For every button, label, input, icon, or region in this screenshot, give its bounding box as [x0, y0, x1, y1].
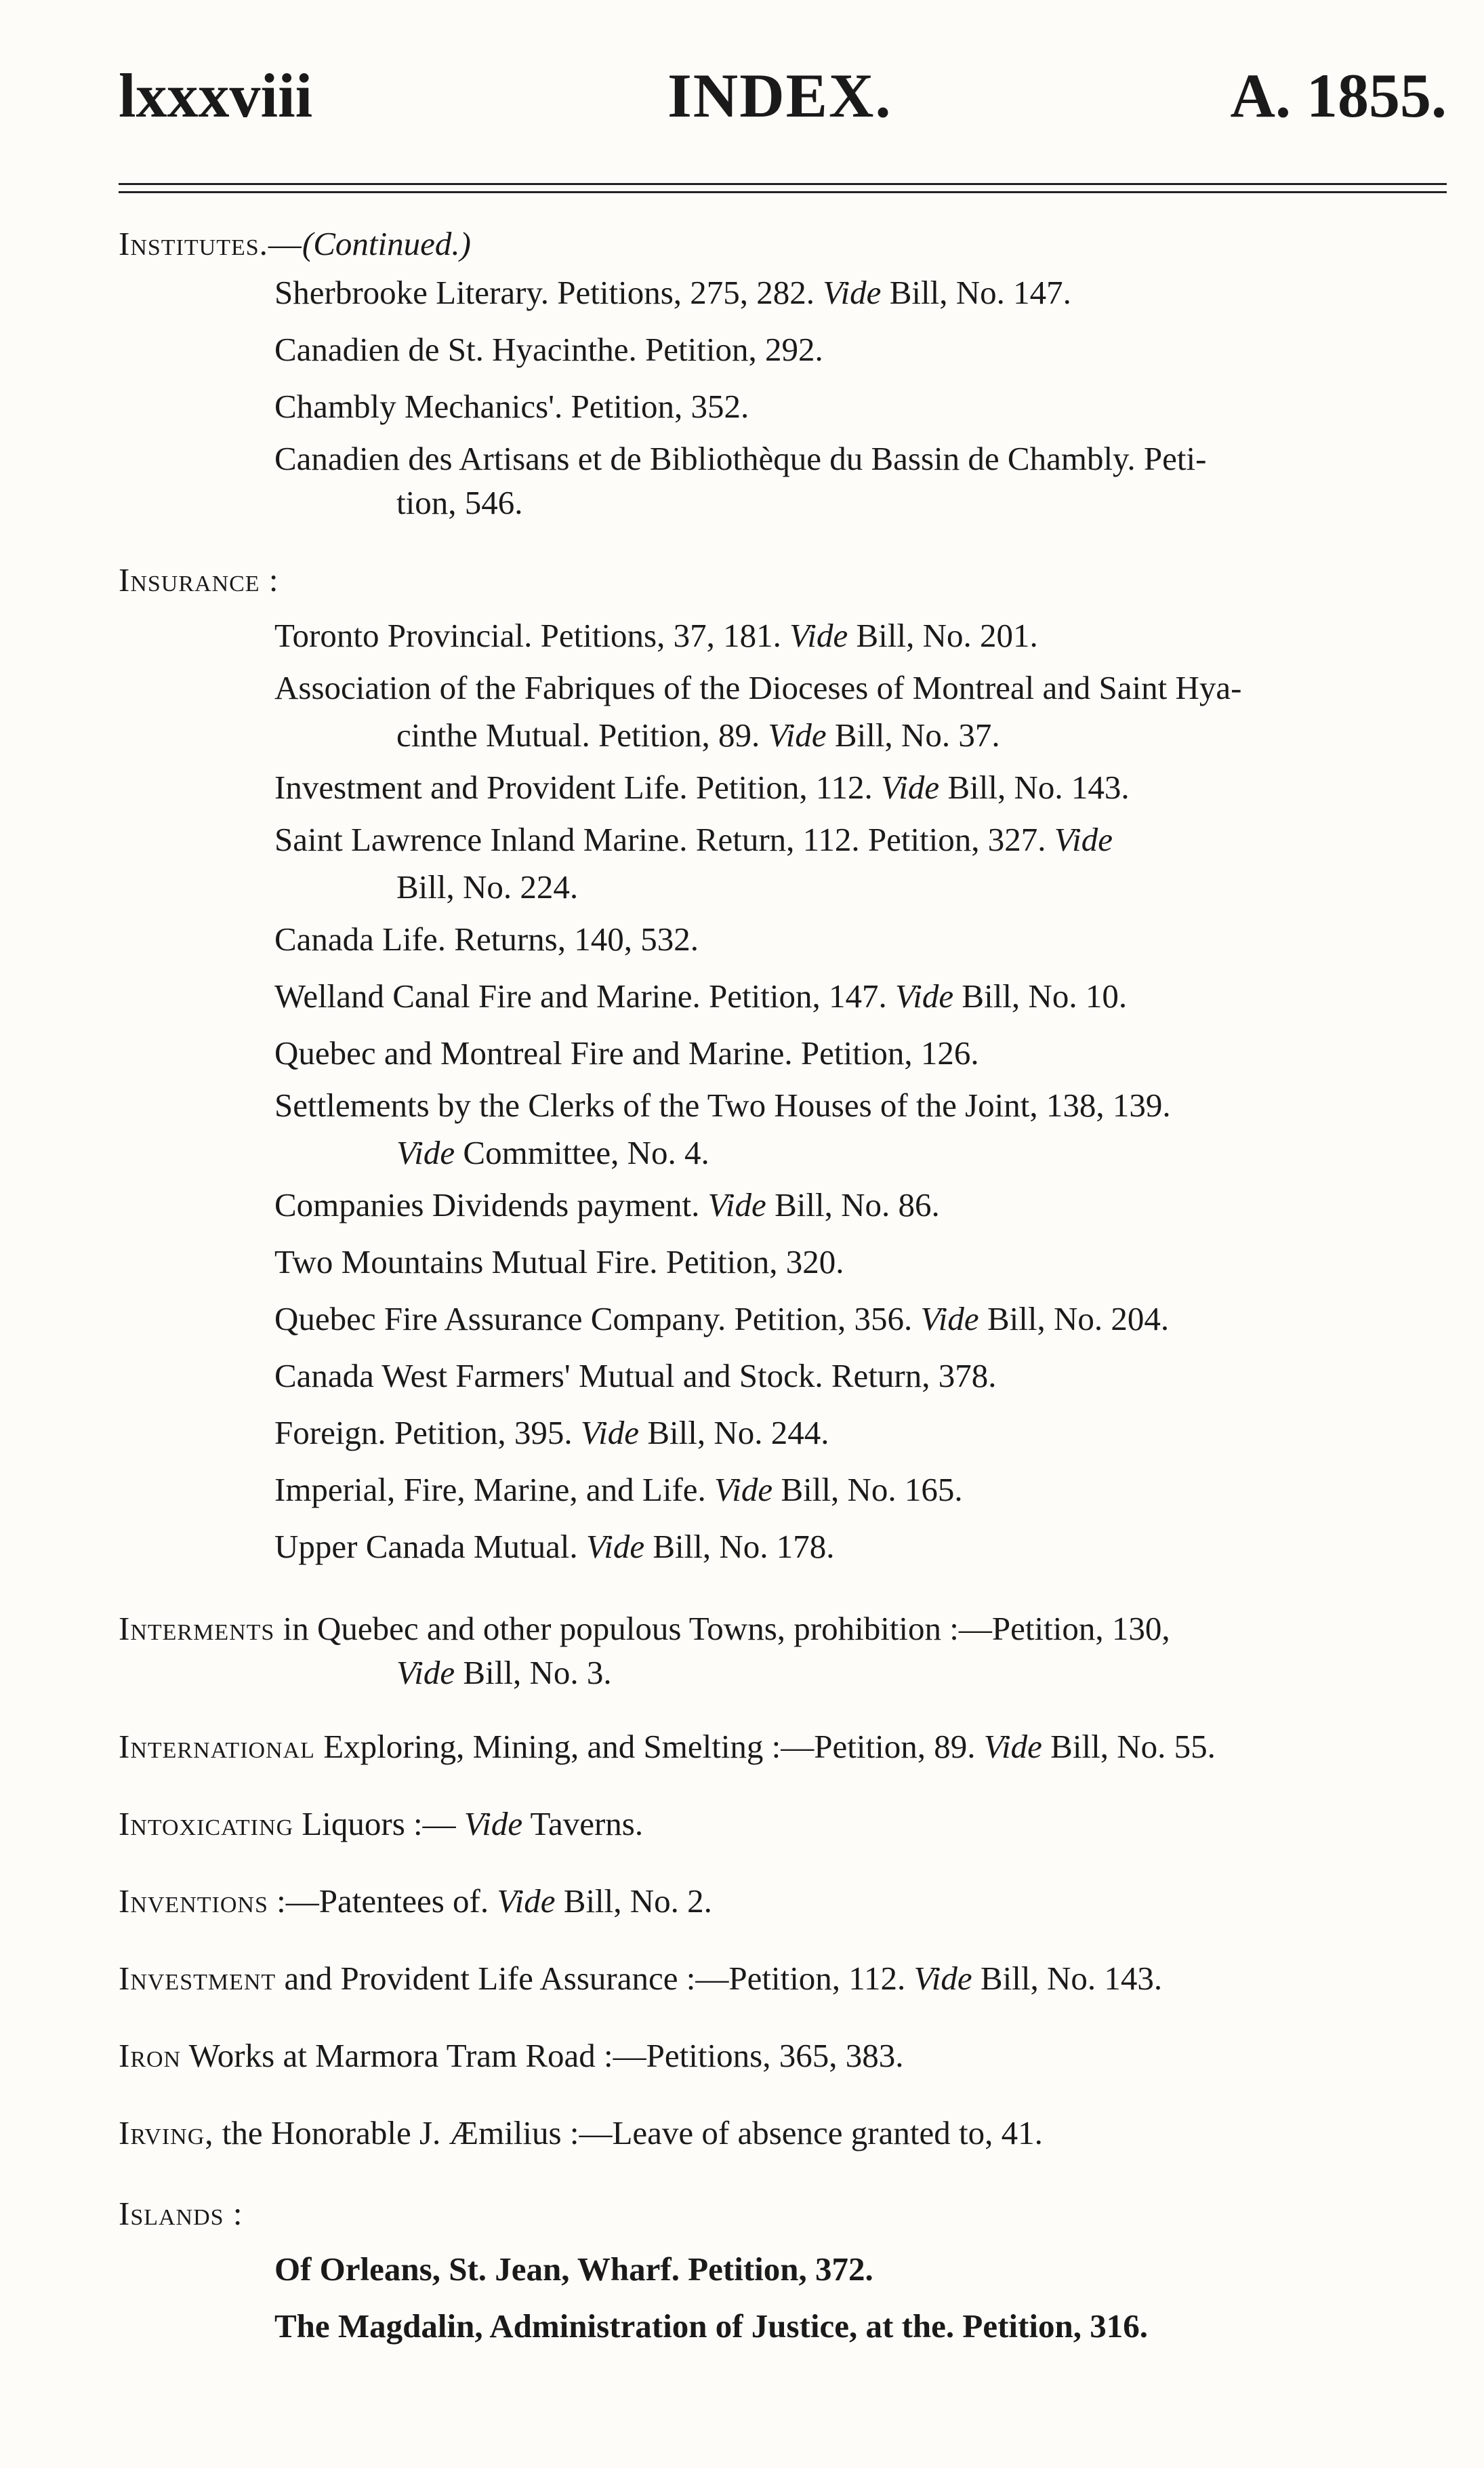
list-item-continuation: cinthe Mutual. Petition, 89. Vide Bill, No. 37.: [396, 716, 1000, 754]
list-item: Canada Life. Returns, 140, 532.: [274, 921, 699, 958]
page-header: [119, 0, 1447, 176]
list-item: Association of the Fabriques of the Dioceses of Montreal and Saint Hya-: [274, 669, 1242, 706]
list-item: Of Orleans, St. Jean, Wharf. Petition, 372.: [274, 2250, 873, 2288]
header-rule-bottom: [119, 191, 1447, 193]
continued-label: (Continued.): [302, 225, 471, 262]
list-item: Toronto Provincial. Petitions, 37, 181. Vide Bill, No. 201.: [274, 617, 1038, 654]
entry-institutes: [119, 224, 1447, 523]
list-item: Investment and Provident Life. Petition, 112. Vide Bill, No. 143.: [274, 769, 1130, 806]
list-item: Foreign. Petition, 395. Vide Bill, No. 244.: [274, 1414, 829, 1451]
list-item: Settlements by the Clerks of the Two Houses of the Joint, 138, 139.: [274, 1087, 1171, 1124]
list-item-continuation: Bill, No. 224.: [396, 868, 579, 906]
list-item: Chambly Mechanics'. Petition, 352.: [274, 388, 749, 425]
entry-line: Inventions :—Patentees of. Vide Bill, No. 2.: [119, 1882, 712, 1920]
entry-international: [119, 1723, 1447, 1771]
page-title: INDEX.: [667, 61, 892, 130]
list-item: Canadien de St. Hyacinthe. Petition, 292.: [274, 331, 823, 368]
entry-line: Intoxicating Liquors :— Vide Taverns.: [119, 1805, 644, 1842]
list-item: Imperial, Fire, Marine, and Life. Vide Bill, No. 165.: [274, 1471, 963, 1508]
list-item: Two Mountains Mutual Fire. Petition, 320.: [274, 1243, 844, 1280]
entry-heading: [119, 224, 1447, 264]
entry-investment: [119, 1955, 1447, 2002]
list-item-continuation: tion, 546.: [396, 484, 523, 521]
entry-line: Interments in Quebec and other populous Towns, prohibition :—Petition, 130,: [119, 1610, 1170, 1647]
list-item: Saint Lawrence Inland Marine. Return, 112. Petition, 327. Vide: [274, 821, 1113, 858]
index-entries: [119, 224, 1447, 2385]
list-item-continuation: Vide Committee, No. 4.: [396, 1134, 709, 1171]
list-item: Companies Dividends payment. Vide Bill, No. 86.: [274, 1186, 940, 1223]
entry-line: International Exploring, Mining, and Smelting :—Petition, 89. Vide Bill, No. 55.: [119, 1728, 1216, 1765]
header-rule-top: [119, 183, 1447, 185]
entry-interments: [119, 1605, 1447, 1693]
page-year: A. 1855.: [1230, 61, 1447, 130]
entry-iron: [119, 2032, 1447, 2080]
list-item: Quebec Fire Assurance Company. Petition, 356. Vide Bill, No. 204.: [274, 1300, 1170, 1337]
entry-heading: Islands :: [119, 2195, 243, 2232]
list-item: Canada West Farmers' Mutual and Stock. Return, 378.: [274, 1357, 997, 1394]
list-item: Welland Canal Fire and Marine. Petition, 147. Vide Bill, No. 10.: [274, 977, 1128, 1015]
entry-heading: Insurance :: [119, 561, 279, 599]
index-page: [119, 0, 1447, 2345]
heading-label: Institutes.—: [119, 225, 302, 262]
entry-continuation: Vide Bill, No. 3.: [396, 1654, 612, 1691]
entry-insurance: [119, 553, 1447, 1575]
entry-inventions: [119, 1878, 1447, 1925]
list-item: Sherbrooke Literary. Petitions, 275, 282. Vide Bill, No. 147.: [274, 274, 1071, 311]
page-number: lxxxviii: [119, 61, 313, 130]
entry-intoxicating: [119, 1800, 1447, 1848]
entry-irving: [119, 2109, 1447, 2157]
list-item: The Magdalin, Administration of Justice, at the. Petition, 316.: [274, 2307, 1148, 2345]
list-item: Quebec and Montreal Fire and Marine. Petition, 126.: [274, 1034, 979, 1072]
list-item: Canadien des Artisans et de Bibliothèque du Bassin de Chambly. Peti-: [274, 440, 1207, 477]
entry-line: Iron Works at Marmora Tram Road :—Petitions, 365, 383.: [119, 2037, 904, 2074]
entry-line: Investment and Provident Life Assurance :—Petition, 112. Vide Bill, No. 143.: [119, 1960, 1163, 1997]
entry-islands: [119, 2187, 1447, 2355]
entry-line: Irving, the Honorable J. Æmilius :—Leave of absence granted to, 41.: [119, 2114, 1043, 2151]
list-item: Upper Canada Mutual. Vide Bill, No. 178.: [274, 1528, 835, 1565]
